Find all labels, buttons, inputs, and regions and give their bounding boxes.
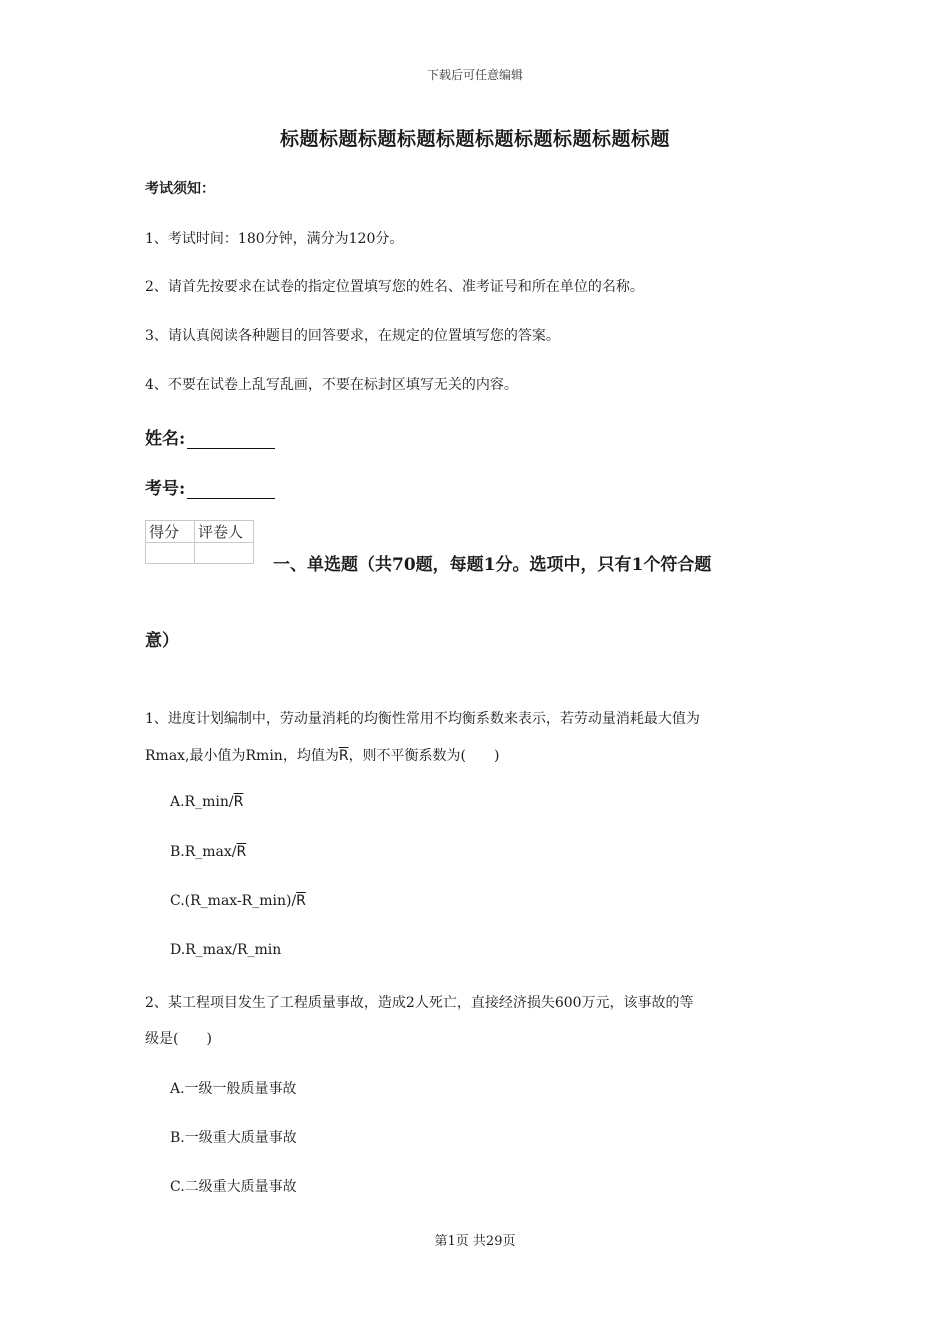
option-b[interactable] [170, 844, 246, 860]
section-title: 一、单选题（共70题，每题1分。选项中，只有1个符合题 [273, 555, 712, 575]
option-text: A.一级一般质量事故 [170, 1081, 297, 1097]
notice-heading: 考试须知： [145, 181, 215, 197]
document-title: 标题标题标题标题标题标题标题标题标题标题 [279, 128, 670, 150]
header-note: 下载后可任意编辑 [426, 68, 523, 82]
option-text: A.R_min/ [170, 794, 234, 810]
score-header: 得分 [146, 521, 195, 543]
grader-header: 评卷人 [195, 521, 254, 543]
r-bar-symbol: $\overline{R}$ [236, 844, 247, 860]
option-text: B.R_max/ [170, 844, 237, 860]
name-label: 姓名: [145, 429, 186, 449]
option-text: D.R_max/R_min [170, 942, 282, 958]
notice-item: 3、请认真阅读各种题目的回答要求，在规定的位置填写您的答案。 [145, 328, 560, 344]
section-title-continued: 意） [145, 631, 179, 651]
option-text: C.二级重大质量事故 [170, 1179, 297, 1195]
r-bar-symbol: $\overline{R}$ [233, 794, 244, 810]
notice-item: 2、请首先按要求在试卷的指定位置填写您的姓名、准考证号和所在单位的名称。 [145, 279, 644, 295]
question-1-text-continued [145, 745, 500, 765]
question-2-text-continued: 级是( ) [145, 1031, 212, 1047]
page-footer: 第1页 共29页 [434, 1234, 516, 1249]
id-blank[interactable] [187, 481, 275, 499]
option-text: C.(R_max-R_min)/ [170, 893, 297, 909]
name-field [145, 424, 275, 449]
id-label: 考号: [145, 479, 186, 499]
r-bar-symbol: $\overline{R}$ [338, 748, 349, 764]
grader-cell[interactable] [195, 543, 254, 564]
score-table [145, 520, 254, 564]
option-c[interactable] [170, 893, 306, 909]
name-blank[interactable] [187, 431, 275, 449]
option-d[interactable] [170, 942, 281, 958]
question-2-text: 2、某工程项目发生了工程质量事故，造成2人死亡，直接经济损失600万元，该事故的等 [145, 995, 694, 1011]
option-c[interactable] [170, 1176, 297, 1196]
option-text: B.一级重大质量事故 [170, 1130, 297, 1146]
notice-item: 4、不要在试卷上乱写乱画，不要在标封区填写无关的内容。 [145, 377, 518, 393]
score-cell[interactable] [146, 543, 195, 564]
id-field [145, 474, 275, 499]
option-b[interactable] [170, 1127, 297, 1147]
option-a[interactable] [170, 794, 243, 810]
notice-item: 1、考试时间：180分钟，满分为120分。 [145, 231, 404, 247]
q1-line2-post: ，则不平衡系数为( ) [348, 748, 500, 764]
question-1-text: 1、进度计划编制中，劳动量消耗的均衡性常用不均衡系数来表示，若劳动量消耗最大值为 [145, 711, 700, 727]
r-bar-symbol: $\overline{R}$ [296, 893, 306, 909]
q1-line2-pre: Rmax,最小值为Rmin，均值为 [145, 748, 339, 764]
option-a[interactable] [170, 1078, 297, 1098]
